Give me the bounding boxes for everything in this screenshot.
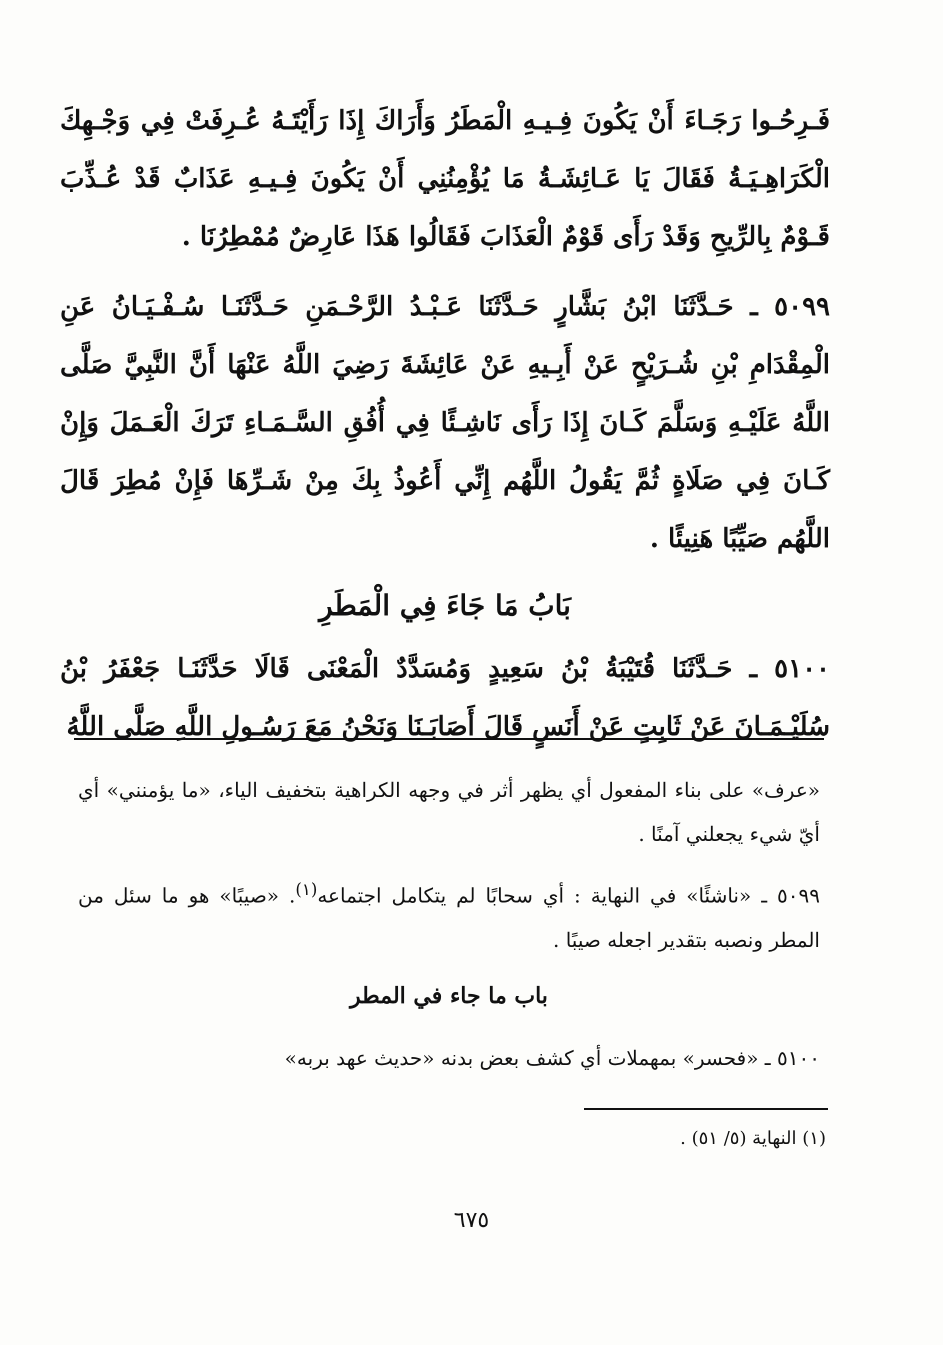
chapter-heading: بَابُ مَا جَاءَ فِي الْمَطَرِ [319, 589, 571, 622]
commentary-note-1: «عرف» على بناء المفعول أي يظهر أثر في وجهه الكراهية بتخفيف الياء، «ما يؤمنني» أي أيّ شيء يجعلني آمنًا . [78, 778, 820, 846]
page-number: ٦٧٥ [453, 1208, 490, 1233]
hadith-5099: ٥٠٩٩ ـ حَـدَّثَنَا ابْنُ بَشَّارٍ حَـدَّثَنَا عَـبْـدُ الرَّحْـمَنِ حَـدَّثَنَـا سُـفْـيَـانُ عَنِ الْمِقْدَامِ بْنِ شُـرَيْحٍ عَنْ أَبِـيهِ عَنْ عَائِشَةَ رَضِيَ اللَّهُ عَنْهَا أَنَّ النَّبِيَّ صَلَّى اللَّهُ عَلَيْـهِ وَسَلَّمَ كَـانَ إِذَا رَأَى نَاشِـئًا فِي أُفُقِ السَّـمَـاءِ تَرَكَ الْعَـمَلَ وَإِنْ كَـانَ فِي صَلَاةٍ ثُمَّ يَقُولُ اللَّهُم إِنِّي أَعُوذُ بِكَ مِنْ شَـرِّهَا فَإِنْ مُطِرَ قَالَ اللَّهُم صَيِّبًا هَنِيئًا . [60, 292, 830, 554]
commentary-note-5099-rest: . «صيبًا» هو ما سئل من المطر ونصبه بتقدير اجعله صيبًا . [78, 883, 820, 952]
footnote-divider [584, 1108, 828, 1110]
footnote-marker: (١) [295, 880, 318, 899]
hadith-text-continuation: فَـرِحُـوا رَجَـاءَ أَنْ يَكُونَ فِـيـهِ الْمَطَرُ وَأَرَاكَ إِذَا رَأَيْتَـهُ عُـرِفَتْ فِي وَجْـهِكَ الْكَرَاهِـيَـةُ فَقَالَ يَا عَـائِشَـةُ مَا يُؤْمِنُنِي أَنْ يَكُونَ فِـيـهِ عَذَابٌ قَدْ عُـذِّبَ قَـوْمٌ بِالرِّيحِ وَقَدْ رَأَى قَوْمٌ الْعَذَابَ فَقَالُوا هَذَا عَارِضٌ مُمْطِرُنَا . [60, 106, 830, 252]
commentary-divider [74, 738, 824, 740]
commentary-note-5099-main: ٥٠٩٩ ـ «ناشئًا» في النهاية : أي سحابًا لم يتكامل اجتماعه [317, 883, 820, 908]
commentary-note-5100: ٥١٠٠ ـ «فحسر» بمهملات أي كشف بعض بدنه «حديث عهد بربه» [284, 1045, 820, 1070]
commentary-chapter-heading: باب ما جاء في المطر [350, 982, 548, 1009]
main-text [60, 92, 830, 768]
hadith-5100: ٥١٠٠ ـ حَـدَّثَنَا قُتَيْبَةُ بْنُ سَعِيدٍ وَمُسَدَّدٌ الْمَعْنَى قَالَا حَدَّثَنَـا جَعْفَرُ بْنُ سُلَيْـمَـانَ عَنْ ثَابِتٍ عَنْ أَنَسٍ قَالَ أَصَابَـنَا وَنَحْنُ مَعَ رَسُـولِ اللَّهِ صَلَّى اللَّهُ [60, 654, 830, 742]
commentary [78, 768, 820, 1092]
commentary-note-5099 [78, 868, 820, 962]
footnote: (١) النهاية (٥/ ٥١) . [680, 1128, 826, 1149]
